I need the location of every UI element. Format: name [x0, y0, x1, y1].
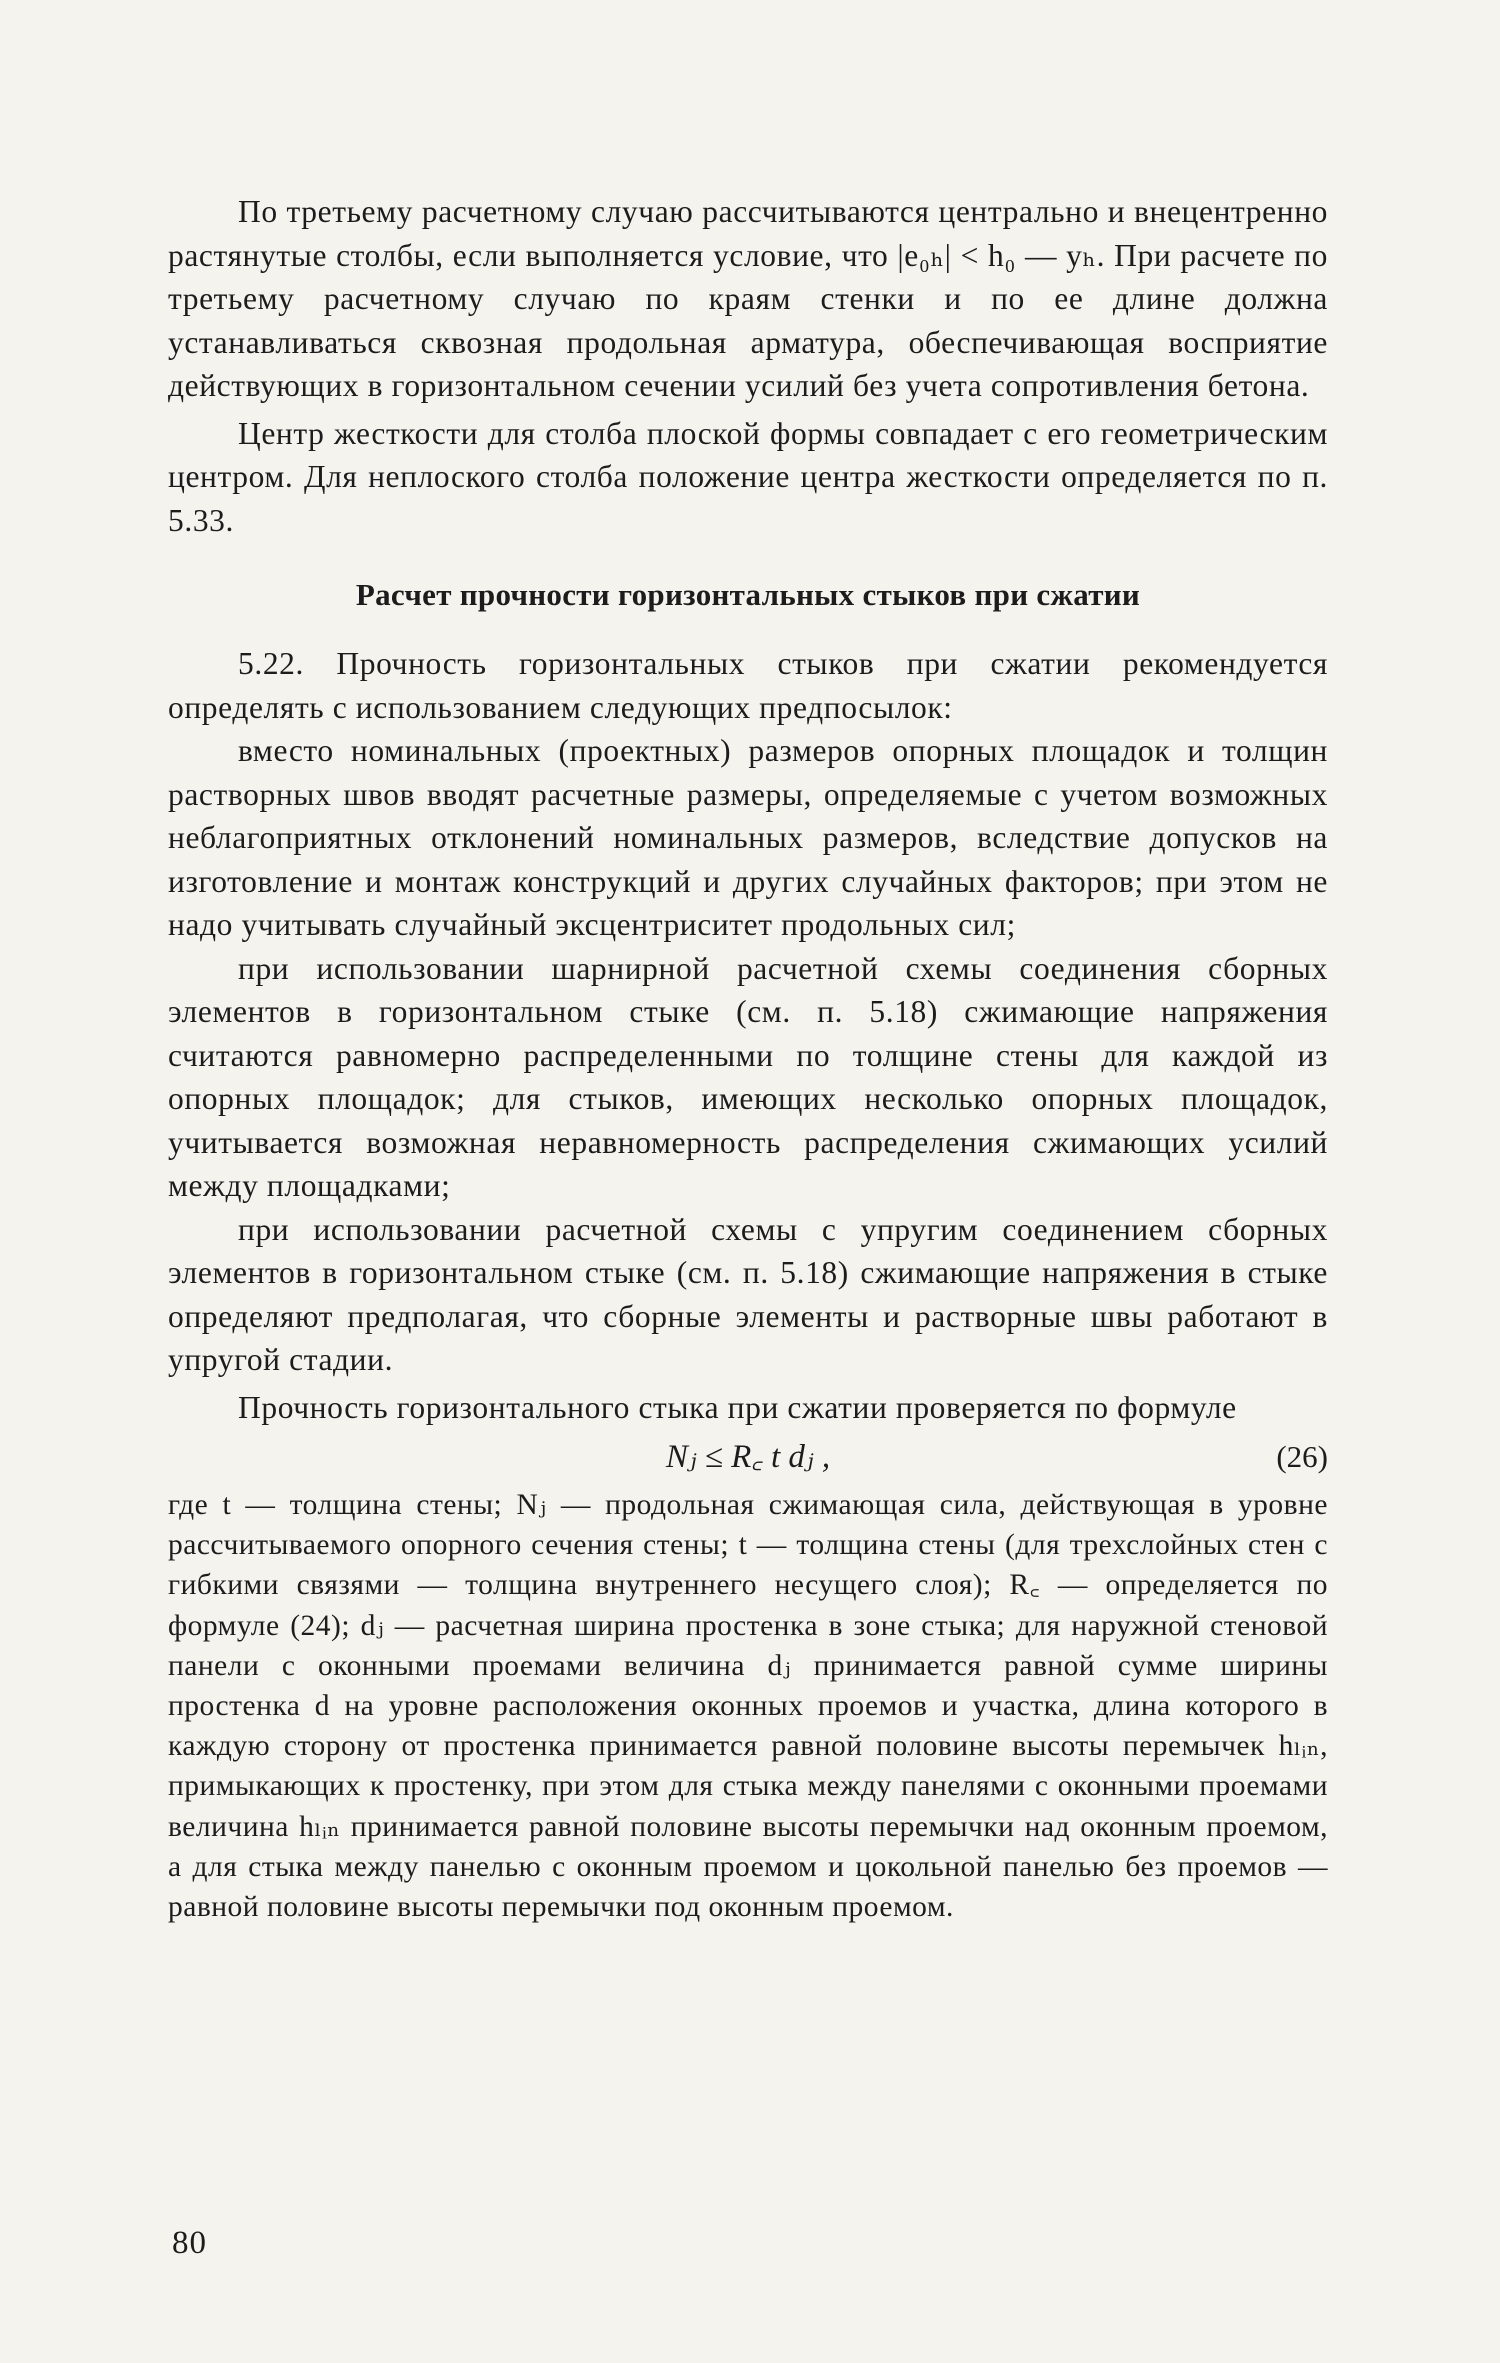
paragraph-hinged-scheme: при использовании шарнирной расчетной схемы соединения сборных элементов в горизонтальном стыке (см. п. 5.18) сжимающие напряжения считаются равномерно распределенными по толщине стены для каждой из опорных площадок; для стыков, имеющих несколько опорных площадок, учитывается возможная неравномерность распределения сжимающих усилий между площадками;: [168, 950, 1328, 1203]
paragraph-third-case: По третьему расчетному случаю рассчитываются центрально и внецентренно растянутые столбы, если выполняется условие, что |e₀ₕ| < h₀ — yₕ. При расчете по третьему расчетному случаю по краям стенки и по ее длине должна устанавливаться сквозная продольная арматура, обеспечивающая восприятие действующих в горизонтальном сечении усилий без учета сопротивления бетона.: [168, 194, 1328, 403]
page-body: [168, 190, 1328, 1927]
page-number: 80: [172, 2225, 207, 2261]
formula-number: (26): [1276, 1439, 1328, 1474]
paragraph-5-22: 5.22. Прочность горизонтальных стыков при сжатии рекомендуется определять с использованием следующих предпосылок:: [168, 646, 1328, 725]
paragraph-nominal-sizes: вместо номинальных (проектных) размеров опорных площадок и толщин растворных швов вводят расчетные размеры, определяемые с учетом возможных неблагоприятных отклонений номинальных размеров, вследствие допусков на изготовление и монтаж конструкций и других случайных факторов; при этом не надо учитывать случайный эксцентриситет продольных сил;: [168, 733, 1328, 942]
paragraph-elastic-scheme: при использовании расчетной схемы с упругим соединением сборных элементов в горизонтальном стыке (см. п. 5.18) сжимающие напряжения в стыке определяют предполагая, что сборные элементы и растворные швы работают в упругой стадии.: [168, 1211, 1328, 1377]
paragraph-definitions: где t — толщина стены; Nⱼ — продольная сжимающая сила, действующая в уровне рассчитываемого опорного сечения стены; t — толщина стены (для трехслойных стен с гибкими связями — толщина внутреннего несущего слоя); R꜀ — определяется по формуле (24); dⱼ — расчетная ширина простенка в зоне стыка; для наружной стеновой панели с оконными проемами величина dⱼ принимается равной сумме ширины простенка d на уровне расположения оконных проемов и участка, длина которого в каждую сторону от простенка принимается равной половине высоты перемычек hₗᵢₙ, примыкающих к простенку, при этом для стыка между панелями с оконными проемами величина hₗᵢₙ принимается равной половине высоты перемычки над оконным проемом, а для стыка между панелью с оконным проемом и цокольной панелью без проемов — равной половине высоты перемычки под оконным проемом.: [168, 1489, 1328, 1924]
paragraph-stiffness-center: Центр жесткости для столба плоской формы совпадает с его геометрическим центром. Для неплоского столба положение центра жесткости определяется по п. 5.33.: [168, 415, 1328, 538]
section-heading: Расчет прочности горизонтальных стыков при сжатии: [355, 577, 1141, 612]
formula-row: [168, 1431, 1328, 1483]
formula-26: Nⱼ ≤ R꜀ t dⱼ ,: [665, 1439, 831, 1475]
paragraph-formula-intro: Прочность горизонтального стыка при сжатии проверяется по формуле: [238, 1389, 1237, 1425]
